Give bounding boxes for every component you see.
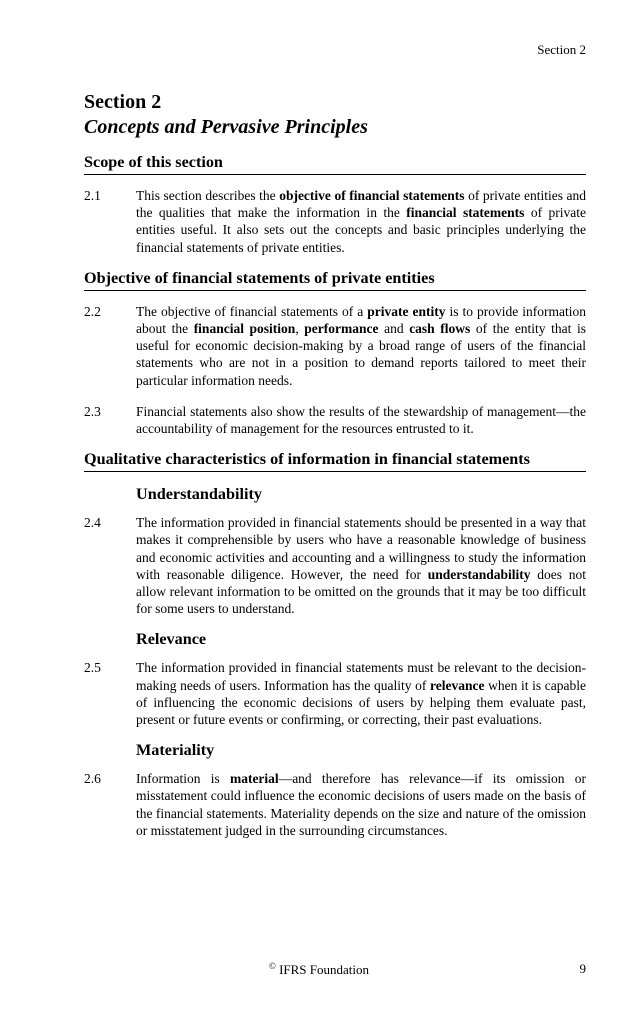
- defined-term: private entity: [367, 303, 446, 319]
- footer-organization: IFRS Foundation: [279, 962, 370, 977]
- paragraph-2-3: [84, 403, 586, 437]
- paragraph-number: 2.1: [84, 188, 101, 203]
- subheading-relevance: Relevance: [136, 630, 207, 649]
- paragraph-2-1: [84, 187, 586, 256]
- running-header: Section 2: [537, 42, 586, 57]
- paragraph-number: 2.5: [84, 660, 101, 676]
- defined-term: material: [229, 771, 279, 787]
- paragraph-text: The objective of financial statements of a private entity is to provide information about the financial position, performance and cash flows of the entity that is useful for economic decision-making by a broad range of users of the financial statements who are not in a position to demand reports tailored to meet their particular information needs.: [136, 303, 587, 388]
- paragraph-2-6: [84, 770, 586, 839]
- subheading-materiality: Materiality: [136, 741, 215, 760]
- footer-copyright: [0, 961, 638, 978]
- paragraph-text: Information is material—and therefore has relevance—if its omission or misstatement could influence the economic decisions of users made on the basis of the financial statements. Materiality depends on the size and nature of the omission or misstatement judged in the surrounding circumstances.: [136, 771, 586, 838]
- defined-term: relevance: [430, 677, 485, 693]
- page-number: 9: [579, 961, 586, 976]
- defined-term: cash flows: [409, 321, 471, 337]
- paragraph-2-5: [84, 659, 586, 728]
- paragraph-number: 2.3: [84, 403, 101, 419]
- subheading-understandability: Understandability: [136, 485, 262, 504]
- section-title-block: [84, 90, 586, 140]
- defined-term: understandability: [427, 566, 531, 582]
- defined-term: financial statements: [406, 205, 525, 221]
- heading-qualitative: Qualitative characteristics of information in financial statements: [84, 449, 586, 472]
- section-number: Section 2: [84, 91, 162, 113]
- main-content: [84, 152, 586, 839]
- paragraph-text: The information provided in financial statements must be relevant to the decision-making needs of users. Information has the quality of relevance when it is capable of influencing the economic decisions of users by helping them evaluate past, present or future events or confirming, or correcting, their past evaluations.: [136, 660, 586, 728]
- copyright-symbol: ©: [268, 961, 276, 971]
- paragraph-text: The information provided in financial statements should be presented in a way that makes it comprehensible by users who have a reasonable knowledge of business and economic activities and accounting and a willingness to study the information with reasonable diligence. However, the need for understandability does not allow relevant information to be omitted on the grounds that it may be too difficult for some users to understand.: [136, 515, 586, 617]
- paragraph-number: 2.2: [84, 303, 101, 319]
- paragraph-text: This section describes the objective of financial statements of private entities and the qualities that make the information in the financial statements of private entities useful. It also sets out the concepts and basic principles underlying the financial statements of private entities.: [136, 188, 586, 255]
- defined-term: objective of financial statements: [279, 188, 465, 203]
- paragraph-number: 2.4: [84, 515, 101, 531]
- paragraph-2-2: [84, 303, 586, 389]
- paragraph-number: 2.6: [84, 771, 101, 787]
- heading-scope: Scope of this section: [84, 152, 586, 175]
- section-title: Concepts and Pervasive Principles: [84, 116, 368, 138]
- defined-term: financial position: [193, 321, 296, 337]
- paragraph-text: Financial statements also show the results of the stewardship of management—the accountability of management for the resources entrusted to it.: [136, 403, 586, 437]
- paragraph-2-4: [84, 514, 586, 617]
- heading-objective: Objective of financial statements of private entities: [84, 268, 586, 291]
- defined-term: performance: [304, 321, 379, 337]
